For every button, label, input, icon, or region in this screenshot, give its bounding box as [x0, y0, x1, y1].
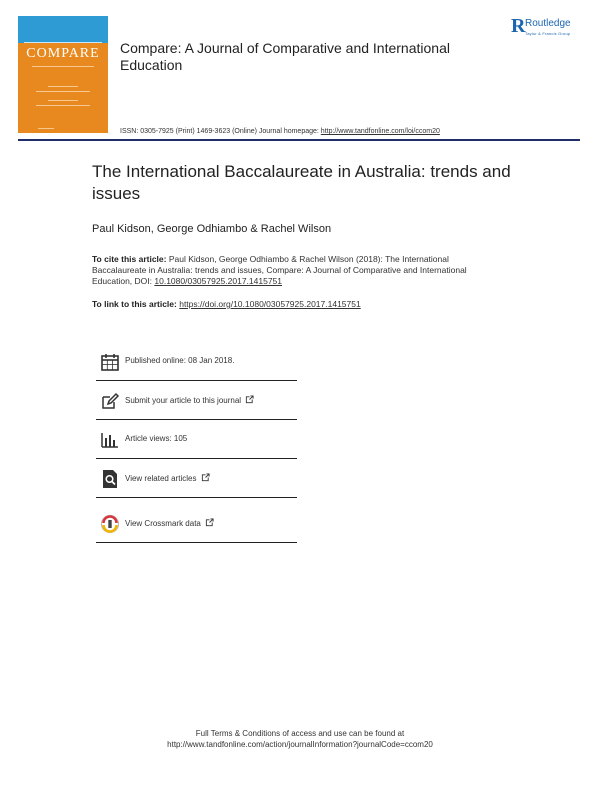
related-articles-item[interactable]	[96, 459, 297, 498]
crossmark-text: View Crossmark data	[125, 519, 201, 528]
external-link-icon	[201, 473, 210, 482]
cover-line	[36, 105, 90, 106]
article-title: The International Baccalaureate in Australia: trends and issues	[92, 162, 511, 203]
external-link-icon	[245, 395, 254, 404]
submit-article-label	[125, 395, 254, 405]
search-icon	[100, 469, 120, 489]
published-online-item	[96, 342, 297, 381]
article-doi-link[interactable]: https://doi.org/10.1080/03057925.2017.1415751	[179, 299, 361, 309]
article-link-label: To link to this article:	[92, 299, 180, 309]
publisher-tagline: Taylor & Francis Group	[525, 31, 571, 36]
citation-label: To cite this article:	[92, 254, 167, 264]
journal-title: Compare: A Journal of Comparative and International Education	[120, 40, 450, 73]
journal-cover	[18, 16, 108, 133]
footer-terms-link[interactable]: http://www.tandfonline.com/action/journalInformation?journalCode=ccom20	[167, 740, 433, 749]
cover-line	[48, 100, 78, 101]
cover-band	[18, 16, 108, 43]
edit-icon	[100, 391, 120, 411]
submit-article-text: Submit your article to this journal	[125, 396, 242, 405]
article-views-item	[96, 420, 297, 459]
issn-line	[120, 128, 440, 135]
cover-line	[48, 86, 78, 87]
crossmark-label	[125, 518, 214, 528]
cover-line	[38, 128, 54, 129]
citation-doi-link[interactable]: 10.1080/03057925.2017.1415751	[154, 276, 283, 286]
article-views-label: Article views: 105	[125, 434, 188, 443]
cover-band-line	[24, 42, 102, 43]
cover-title: COMPARE	[26, 46, 100, 61]
item-divider	[96, 497, 297, 498]
external-link-icon	[205, 518, 214, 527]
cover-line	[36, 91, 90, 92]
footer	[100, 728, 500, 750]
article-link-line	[92, 299, 361, 309]
submit-article-item[interactable]	[96, 381, 297, 420]
issn-text: ISSN: 0305-7925 (Print) 1469-3623 (Online) Journal homepage:	[120, 128, 321, 135]
journal-homepage-link[interactable]: http://www.tandfonline.com/loi/ccom20	[320, 128, 440, 135]
cover-line	[32, 66, 94, 67]
routledge-r-icon: R	[511, 15, 526, 37]
related-articles-label	[125, 473, 210, 483]
crossmark-icon	[100, 514, 120, 534]
item-divider	[96, 542, 297, 543]
publisher-logo[interactable]	[511, 16, 591, 40]
footer-terms-text: Full Terms & Conditions of access and use can be found at	[195, 729, 405, 738]
published-online-label: Published online: 08 Jan 2018.	[125, 356, 235, 365]
header-divider	[18, 139, 580, 141]
calendar-icon	[100, 352, 120, 372]
bar-chart-icon	[100, 430, 120, 450]
related-articles-text: View related articles	[125, 474, 197, 483]
crossmark-item[interactable]	[96, 504, 297, 543]
article-authors: Paul Kidson, George Odhiambo & Rachel Wilson	[92, 223, 332, 235]
citation-block	[92, 254, 502, 287]
citation-text: Paul Kidson, George Odhiambo & Rachel Wilson (2018): The International Baccalaureate in Australia: trends and issues, Compare: A Journal of Comparative and International Education, DOI:	[92, 254, 467, 286]
publisher-name: Routledge	[525, 18, 571, 29]
